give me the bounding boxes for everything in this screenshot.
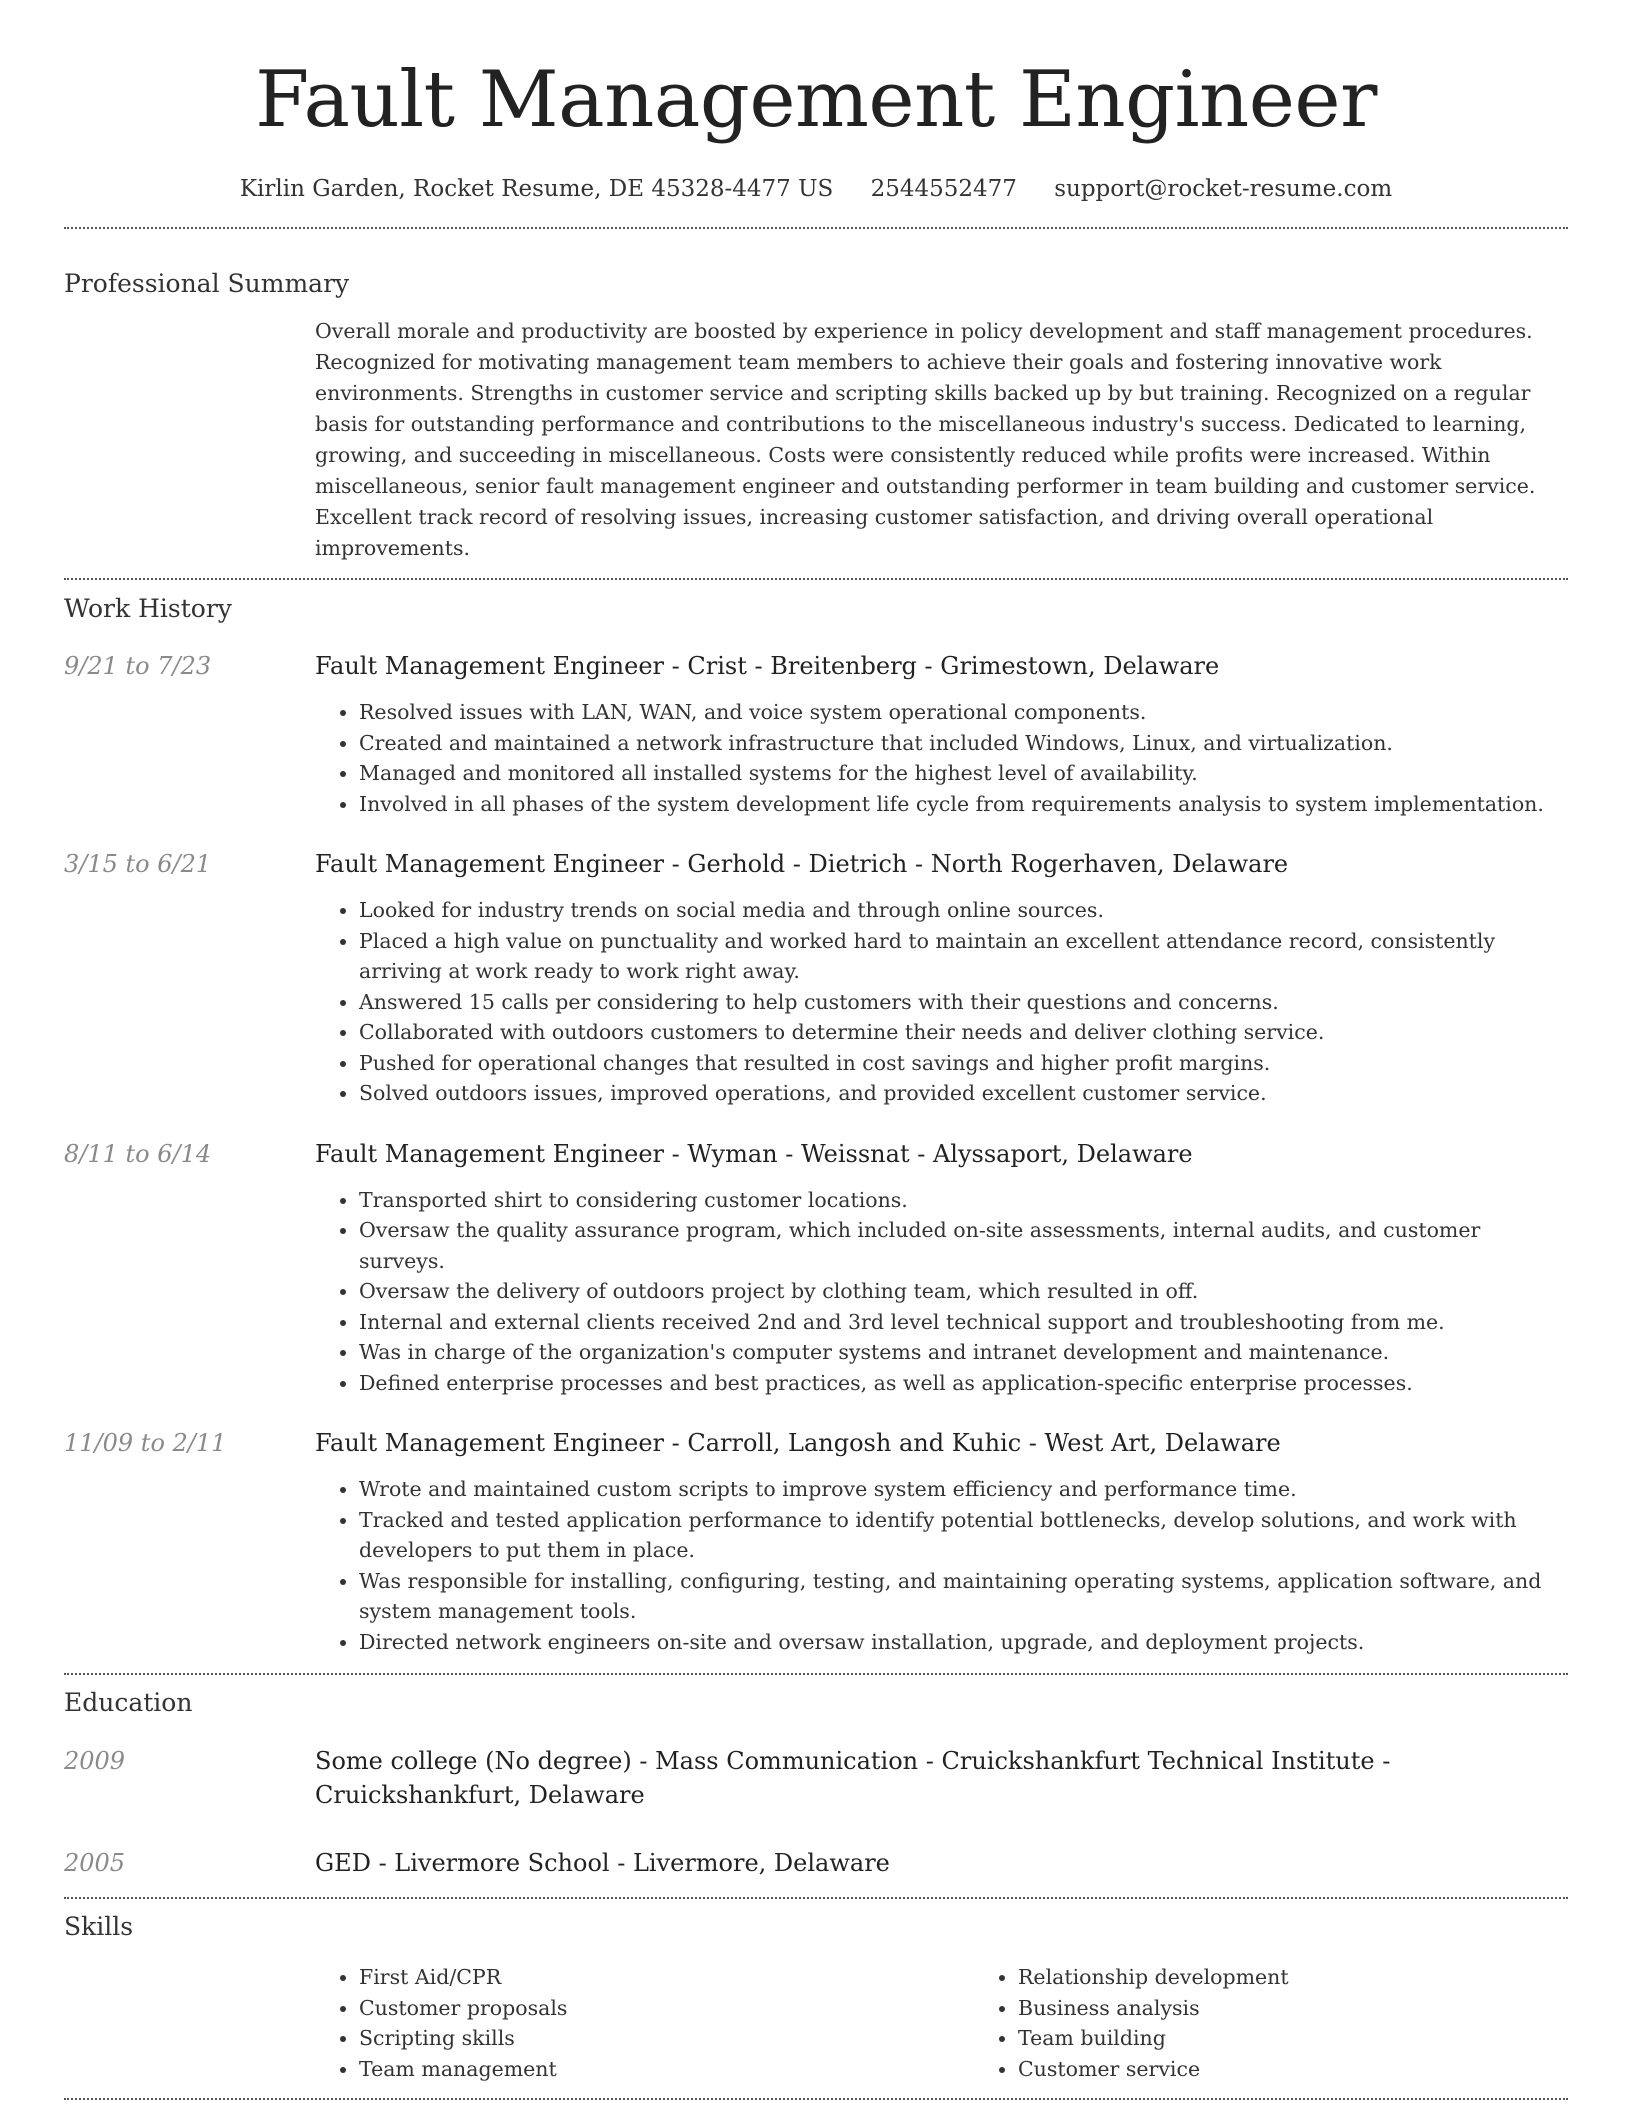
summary-text: Overall morale and productivity are boosted by experience in policy development and staff management procedures. Recognized for motivating management team members to achieve their goals and fostering innovative work environments. Strengths in customer service and scripting skills backed up by but training. Recognized on a regular basis for outstanding performance and contributions to the miscellaneous industry's success. Dedicated to learning, growing, and succeeding in miscellaneous. Costs were consistently reduced while profits were increased. Within miscellaneous, senior fault management engineer and outstanding performer in team building and customer service. Excellent track record of resolving issues, increasing customer satisfaction, and driving overall operational improvements. [315, 319, 1536, 560]
education-entry [64, 1846, 1568, 1880]
job-bullet: • Looked for industry trends on social media and through online sources. [359, 895, 1568, 926]
job-bullet: • Managed and monitored all installed systems for the highest level of availability. [359, 758, 1568, 789]
job-date: 8/11 to 6/14 [64, 1139, 212, 1168]
resume-name: Fault Management Engineer [255, 55, 1377, 145]
job-bullet: • Transported shirt to considering customer locations. [359, 1185, 1568, 1216]
skill-item: • Customer proposals [359, 1993, 974, 2024]
job-title: Fault Management Engineer - Wyman - Weissnat - Alyssaport, Delaware [315, 1139, 1193, 1168]
job-bullets [315, 895, 1568, 1109]
education-section [64, 1675, 1568, 1880]
job-bullet: • Oversaw the delivery of outdoors project by clothing team, which resulted in off. [359, 1276, 1568, 1307]
section-divider [64, 2098, 1568, 2100]
job-title: Fault Management Engineer - Crist - Breitenberg - Grimestown, Delaware [315, 652, 1220, 680]
education-date: 2005 [64, 1849, 126, 1877]
contact-email: support@rocket-resume.com [1054, 176, 1393, 202]
job-entry [64, 847, 1568, 1109]
summary-section [64, 229, 1568, 564]
resume-page [64, 0, 1568, 2100]
job-bullet: • Directed network engineers on-site and oversaw installation, upgrade, and deployment projects. [359, 1627, 1568, 1658]
job-bullets [315, 697, 1568, 819]
job-bullet: • Tracked and tested application performance to identify potential bottlenecks, develop solutions, and work with developers to put them in place. [359, 1505, 1568, 1566]
section-title-work-history: Work History [64, 594, 232, 623]
skill-item: • Business analysis [1018, 1993, 1632, 2024]
job-bullet: • Defined enterprise processes and best practices, as well as application-specific enterprise processes. [359, 1368, 1568, 1399]
contact-address: Kirlin Garden, Rocket Resume, DE 45328-4477 US [239, 176, 834, 202]
job-entry [64, 1426, 1568, 1657]
job-bullet: • Answered 15 calls per considering to help customers with their questions and concerns. [359, 987, 1568, 1018]
job-title: Fault Management Engineer - Carroll, Langosh and Kuhic - West Art, Delaware [315, 1429, 1281, 1457]
skills-section [64, 1899, 1568, 2084]
job-bullets [315, 1474, 1568, 1657]
skills-list-right [974, 1962, 1632, 2084]
skills-list-left [315, 1962, 974, 2084]
job-bullet: • Internal and external clients received 2nd and 3rd level technical support and troubleshooting from me. [359, 1307, 1568, 1338]
job-entry [64, 1137, 1568, 1399]
job-bullet: • Pushed for operational changes that resulted in cost savings and higher profit margins. [359, 1048, 1568, 1079]
skill-item: • Team building [1018, 2023, 1632, 2054]
job-bullet: • Was responsible for installing, configuring, testing, and maintaining operating systems, application software, and system management tools. [359, 1566, 1568, 1627]
skill-item: • Customer service [1018, 2054, 1632, 2085]
skill-item: • First Aid/CPR [359, 1962, 974, 1993]
job-bullet: • Was in charge of the organization's computer systems and intranet development and maintenance. [359, 1337, 1568, 1368]
job-bullet: • Wrote and maintained custom scripts to improve system efficiency and performance time. [359, 1474, 1568, 1505]
job-bullet: • Oversaw the quality assurance program, which included on-site assessments, internal audits, and customer surveys. [359, 1215, 1568, 1276]
job-date: 9/21 to 7/23 [64, 652, 212, 680]
skill-item: • Scripting skills [359, 2023, 974, 2054]
job-date: 3/15 to 6/21 [64, 850, 212, 878]
education-date: 2009 [64, 1747, 126, 1775]
job-bullet: • Involved in all phases of the system development life cycle from requirements analysis to system implementation. [359, 789, 1568, 820]
contact-line [64, 172, 1568, 206]
work-history-section [64, 580, 1568, 1657]
job-bullet: • Resolved issues with LAN, WAN, and voice system operational components. [359, 697, 1568, 728]
job-date: 11/09 to 2/11 [64, 1429, 227, 1457]
section-title-education: Education [64, 1688, 193, 1717]
job-entry [64, 649, 1568, 819]
skill-item: • Team management [359, 2054, 974, 2085]
education-entry [64, 1744, 1568, 1812]
job-bullet: • Placed a high value on punctuality and worked hard to maintain an excellent attendance record, consistently arriving at work ready to work right away. [359, 926, 1568, 987]
job-bullet: • Collaborated with outdoors customers to determine their needs and deliver clothing service. [359, 1017, 1568, 1048]
skill-item: • Relationship development [1018, 1962, 1632, 1993]
section-title-skills: Skills [64, 1912, 134, 1941]
section-title-summary: Professional Summary [64, 269, 350, 298]
job-title: Fault Management Engineer - Gerhold - Dietrich - North Rogerhaven, Delaware [315, 850, 1289, 878]
job-bullet: • Solved outdoors issues, improved operations, and provided excellent customer service. [359, 1078, 1568, 1109]
job-bullet: • Created and maintained a network infrastructure that included Windows, Linux, and virtualization. [359, 728, 1568, 759]
education-text: Some college (No degree) - Mass Communication - Cruickshankfurt Technical Institute - Cruickshankfurt, Delaware [315, 1747, 1391, 1809]
job-bullets [315, 1185, 1568, 1399]
education-text: GED - Livermore School - Livermore, Delaware [315, 1849, 890, 1877]
contact-phone: 2544552477 [870, 176, 1017, 202]
